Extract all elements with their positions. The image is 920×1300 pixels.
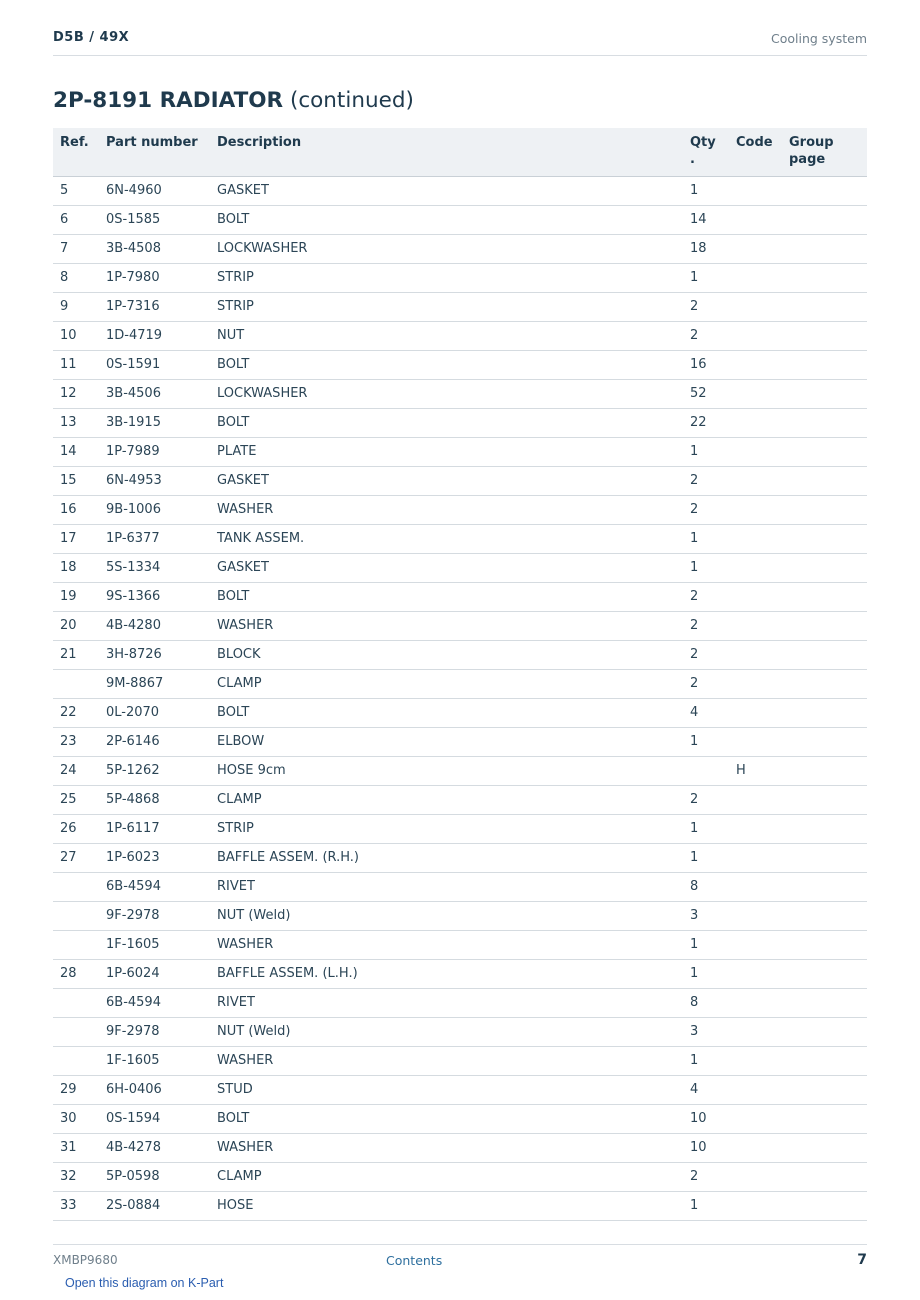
code-cell (736, 495, 789, 524)
open-diagram-link[interactable]: Open this diagram on K-Part (65, 1276, 224, 1290)
ref-cell: 22 (53, 698, 106, 727)
part-number-cell: 0L-2070 (106, 698, 217, 727)
code-cell (736, 872, 789, 901)
table-row (53, 930, 867, 959)
part-number-cell: 1P-6377 (106, 524, 217, 553)
qty-cell: 2 (690, 669, 736, 698)
table-row (53, 292, 867, 321)
code-cell (736, 292, 789, 321)
group-page-cell (789, 379, 867, 408)
group-page-cell (789, 350, 867, 379)
ref-cell: 20 (53, 611, 106, 640)
code-cell (736, 843, 789, 872)
parts-table-header (53, 128, 867, 176)
qty-cell: 4 (690, 698, 736, 727)
page-title (53, 88, 414, 113)
code-cell (736, 959, 789, 988)
group-page-cell (789, 814, 867, 843)
qty-cell: 1 (690, 1046, 736, 1075)
part-number-cell: 5P-0598 (106, 1162, 217, 1191)
group-page-cell (789, 988, 867, 1017)
parts-table-body (53, 176, 867, 1220)
code-cell (736, 814, 789, 843)
description-cell: CLAMP (217, 1162, 690, 1191)
part-number-cell: 1P-6117 (106, 814, 217, 843)
code-cell (736, 1162, 789, 1191)
ref-cell: 28 (53, 959, 106, 988)
ref-cell: 24 (53, 756, 106, 785)
table-row (53, 1104, 867, 1133)
qty-cell: 2 (690, 495, 736, 524)
group-page-cell (789, 669, 867, 698)
description-cell: WASHER (217, 1133, 690, 1162)
part-number-cell: 9M-8867 (106, 669, 217, 698)
table-row (53, 1133, 867, 1162)
ref-cell: 11 (53, 350, 106, 379)
description-cell: GASKET (217, 176, 690, 205)
ref-cell (53, 1017, 106, 1046)
group-page-cell (789, 176, 867, 205)
part-number-cell: 5P-1262 (106, 756, 217, 785)
description-cell: CLAMP (217, 669, 690, 698)
group-page-cell (789, 930, 867, 959)
qty-cell: 2 (690, 785, 736, 814)
part-number-cell: 0S-1585 (106, 205, 217, 234)
qty-cell: 14 (690, 205, 736, 234)
description-cell: BOLT (217, 1104, 690, 1133)
header-group-page: Group page (789, 128, 867, 176)
group-page-cell (789, 901, 867, 930)
qty-cell: 10 (690, 1104, 736, 1133)
table-row (53, 698, 867, 727)
page-footer (53, 1244, 867, 1275)
code-cell (736, 466, 789, 495)
table-row (53, 263, 867, 292)
group-page-cell (789, 1075, 867, 1104)
qty-cell: 8 (690, 988, 736, 1017)
ref-cell: 33 (53, 1191, 106, 1220)
code-cell (736, 1017, 789, 1046)
parts-table (53, 128, 867, 1221)
group-page-cell (789, 611, 867, 640)
ref-cell: 9 (53, 292, 106, 321)
code-cell (736, 785, 789, 814)
group-page-cell (789, 524, 867, 553)
part-number-cell: 1P-6023 (106, 843, 217, 872)
description-cell: CLAMP (217, 785, 690, 814)
ref-cell: 19 (53, 582, 106, 611)
description-cell: HOSE 9cm (217, 756, 690, 785)
table-row (53, 785, 867, 814)
description-cell: ELBOW (217, 727, 690, 756)
group-page-cell (789, 727, 867, 756)
document-id: XMBP9680 (53, 1253, 118, 1267)
ref-cell: 18 (53, 553, 106, 582)
code-cell (736, 901, 789, 930)
part-number-cell: 6B-4594 (106, 872, 217, 901)
group-page-cell (789, 1046, 867, 1075)
code-cell (736, 263, 789, 292)
part-number-cell: 2P-6146 (106, 727, 217, 756)
group-page-cell (789, 263, 867, 292)
ref-cell: 7 (53, 234, 106, 263)
table-row (53, 582, 867, 611)
table-row (53, 553, 867, 582)
ref-cell: 25 (53, 785, 106, 814)
part-number-cell: 4B-4278 (106, 1133, 217, 1162)
part-number-cell: 3B-1915 (106, 408, 217, 437)
qty-cell (690, 756, 736, 785)
part-number-cell: 3B-4508 (106, 234, 217, 263)
qty-cell: 1 (690, 553, 736, 582)
description-cell: WASHER (217, 930, 690, 959)
code-cell (736, 698, 789, 727)
ref-cell: 16 (53, 495, 106, 524)
table-row (53, 321, 867, 350)
ref-cell (53, 669, 106, 698)
qty-cell: 2 (690, 321, 736, 350)
section-label: Cooling system (771, 31, 867, 46)
description-cell: RIVET (217, 988, 690, 1017)
code-cell (736, 930, 789, 959)
table-row (53, 756, 867, 785)
part-number-cell: 2S-0884 (106, 1191, 217, 1220)
description-cell: LOCKWASHER (217, 234, 690, 263)
part-number-cell: 6B-4594 (106, 988, 217, 1017)
description-cell: LOCKWASHER (217, 379, 690, 408)
part-number-cell: 5P-4868 (106, 785, 217, 814)
table-row (53, 350, 867, 379)
ref-cell (53, 930, 106, 959)
group-page-cell (789, 408, 867, 437)
description-cell: BLOCK (217, 640, 690, 669)
ref-cell: 14 (53, 437, 106, 466)
ref-cell: 6 (53, 205, 106, 234)
ref-cell: 27 (53, 843, 106, 872)
qty-cell: 2 (690, 582, 736, 611)
description-cell: BOLT (217, 582, 690, 611)
qty-cell: 18 (690, 234, 736, 263)
ref-cell: 21 (53, 640, 106, 669)
group-page-cell (789, 1191, 867, 1220)
part-number-cell: 9F-2978 (106, 901, 217, 930)
table-row (53, 901, 867, 930)
ref-cell: 30 (53, 1104, 106, 1133)
header-ref: Ref. (53, 128, 106, 176)
description-cell: WASHER (217, 495, 690, 524)
part-number-cell: 1F-1605 (106, 1046, 217, 1075)
part-number-cell: 0S-1594 (106, 1104, 217, 1133)
code-cell (736, 379, 789, 408)
table-row (53, 466, 867, 495)
group-page-cell (789, 495, 867, 524)
part-number-cell: 3B-4506 (106, 379, 217, 408)
code-cell (736, 176, 789, 205)
qty-cell: 10 (690, 1133, 736, 1162)
description-cell: STUD (217, 1075, 690, 1104)
description-cell: STRIP (217, 814, 690, 843)
description-cell: BOLT (217, 408, 690, 437)
part-number-cell: 6N-4960 (106, 176, 217, 205)
table-row (53, 1046, 867, 1075)
part-number-cell: 6N-4953 (106, 466, 217, 495)
description-cell: PLATE (217, 437, 690, 466)
description-cell: HOSE (217, 1191, 690, 1220)
qty-cell: 1 (690, 437, 736, 466)
qty-cell: 1 (690, 176, 736, 205)
part-number-cell: 1P-7316 (106, 292, 217, 321)
part-number-cell: 9F-2978 (106, 1017, 217, 1046)
qty-cell: 3 (690, 901, 736, 930)
table-row (53, 611, 867, 640)
ref-cell: 23 (53, 727, 106, 756)
group-page-cell (789, 1017, 867, 1046)
ref-cell: 5 (53, 176, 106, 205)
code-cell (736, 1191, 789, 1220)
description-cell: NUT (217, 321, 690, 350)
description-cell: NUT (Weld) (217, 1017, 690, 1046)
qty-cell: 1 (690, 524, 736, 553)
description-cell: TANK ASSEM. (217, 524, 690, 553)
group-page-cell (789, 466, 867, 495)
qty-cell: 3 (690, 1017, 736, 1046)
part-number-cell: 1P-7980 (106, 263, 217, 292)
code-cell (736, 669, 789, 698)
qty-cell: 16 (690, 350, 736, 379)
description-cell: GASKET (217, 466, 690, 495)
qty-cell: 2 (690, 611, 736, 640)
qty-cell: 2 (690, 1162, 736, 1191)
header-qty: Qty . (690, 128, 736, 176)
ref-cell: 29 (53, 1075, 106, 1104)
description-cell: STRIP (217, 263, 690, 292)
description-cell: BOLT (217, 698, 690, 727)
table-row (53, 843, 867, 872)
code-cell (736, 611, 789, 640)
part-number-cell: 1P-6024 (106, 959, 217, 988)
description-cell: WASHER (217, 611, 690, 640)
ref-cell: 8 (53, 263, 106, 292)
group-page-cell (789, 437, 867, 466)
group-page-cell (789, 321, 867, 350)
table-row (53, 727, 867, 756)
ref-cell (53, 988, 106, 1017)
group-page-cell (789, 234, 867, 263)
ref-cell: 13 (53, 408, 106, 437)
code-cell (736, 234, 789, 263)
code-cell (736, 727, 789, 756)
ref-cell (53, 872, 106, 901)
group-page-cell (789, 553, 867, 582)
ref-cell: 32 (53, 1162, 106, 1191)
code-cell (736, 1104, 789, 1133)
part-number-cell: 6H-0406 (106, 1075, 217, 1104)
title-suffix: (continued) (283, 88, 414, 113)
code-cell (736, 988, 789, 1017)
ref-cell (53, 1046, 106, 1075)
model-label: D5B / 49X (53, 30, 130, 45)
description-cell: BAFFLE ASSEM. (L.H.) (217, 959, 690, 988)
title-main: 2P-8191 RADIATOR (53, 88, 284, 113)
page-number: 7 (857, 1252, 867, 1268)
ref-cell: 17 (53, 524, 106, 553)
header-description: Description (217, 128, 690, 176)
table-row (53, 437, 867, 466)
code-cell (736, 205, 789, 234)
header-part-number: Part number (106, 128, 217, 176)
table-row (53, 669, 867, 698)
code-cell (736, 553, 789, 582)
table-row (53, 176, 867, 205)
code-cell (736, 1075, 789, 1104)
table-row (53, 234, 867, 263)
description-cell: NUT (Weld) (217, 901, 690, 930)
header-code: Code (736, 128, 789, 176)
qty-cell: 8 (690, 872, 736, 901)
code-cell (736, 321, 789, 350)
description-cell: BOLT (217, 350, 690, 379)
table-row (53, 524, 867, 553)
qty-cell: 1 (690, 959, 736, 988)
description-cell: BOLT (217, 205, 690, 234)
table-row (53, 1075, 867, 1104)
table-row (53, 495, 867, 524)
code-cell: H (736, 756, 789, 785)
qty-cell: 1 (690, 930, 736, 959)
contents-link[interactable]: Contents (386, 1253, 443, 1268)
part-number-cell: 5S-1334 (106, 553, 217, 582)
code-cell (736, 524, 789, 553)
qty-cell: 1 (690, 814, 736, 843)
part-number-cell: 9S-1366 (106, 582, 217, 611)
code-cell (736, 350, 789, 379)
code-cell (736, 1133, 789, 1162)
group-page-cell (789, 640, 867, 669)
qty-cell: 2 (690, 466, 736, 495)
code-cell (736, 408, 789, 437)
page-header (53, 28, 867, 56)
qty-cell: 1 (690, 263, 736, 292)
description-cell: WASHER (217, 1046, 690, 1075)
table-row (53, 988, 867, 1017)
description-cell: STRIP (217, 292, 690, 321)
table-row (53, 640, 867, 669)
part-number-cell: 1D-4719 (106, 321, 217, 350)
table-row (53, 205, 867, 234)
qty-cell: 2 (690, 292, 736, 321)
ref-cell (53, 901, 106, 930)
table-row (53, 1017, 867, 1046)
qty-cell: 1 (690, 843, 736, 872)
qty-cell: 4 (690, 1075, 736, 1104)
table-row (53, 379, 867, 408)
table-row (53, 1191, 867, 1220)
part-number-cell: 9B-1006 (106, 495, 217, 524)
code-cell (736, 582, 789, 611)
group-page-cell (789, 785, 867, 814)
group-page-cell (789, 205, 867, 234)
group-page-cell (789, 959, 867, 988)
code-cell (736, 437, 789, 466)
part-number-cell: 1F-1605 (106, 930, 217, 959)
qty-cell: 1 (690, 727, 736, 756)
part-number-cell: 0S-1591 (106, 350, 217, 379)
table-row (53, 959, 867, 988)
qty-cell: 52 (690, 379, 736, 408)
part-number-cell: 3H-8726 (106, 640, 217, 669)
description-cell: RIVET (217, 872, 690, 901)
ref-cell: 31 (53, 1133, 106, 1162)
group-page-cell (789, 1162, 867, 1191)
group-page-cell (789, 1133, 867, 1162)
group-page-cell (789, 292, 867, 321)
part-number-cell: 1P-7989 (106, 437, 217, 466)
ref-cell: 15 (53, 466, 106, 495)
code-cell (736, 640, 789, 669)
description-cell: BAFFLE ASSEM. (R.H.) (217, 843, 690, 872)
part-number-cell: 4B-4280 (106, 611, 217, 640)
ref-cell: 10 (53, 321, 106, 350)
table-row (53, 872, 867, 901)
qty-cell: 22 (690, 408, 736, 437)
group-page-cell (789, 843, 867, 872)
ref-cell: 26 (53, 814, 106, 843)
table-row (53, 814, 867, 843)
ref-cell: 12 (53, 379, 106, 408)
table-row (53, 408, 867, 437)
group-page-cell (789, 1104, 867, 1133)
table-row (53, 1162, 867, 1191)
description-cell: GASKET (217, 553, 690, 582)
qty-cell: 2 (690, 640, 736, 669)
qty-cell: 1 (690, 1191, 736, 1220)
code-cell (736, 1046, 789, 1075)
group-page-cell (789, 872, 867, 901)
group-page-cell (789, 756, 867, 785)
group-page-cell (789, 582, 867, 611)
group-page-cell (789, 698, 867, 727)
